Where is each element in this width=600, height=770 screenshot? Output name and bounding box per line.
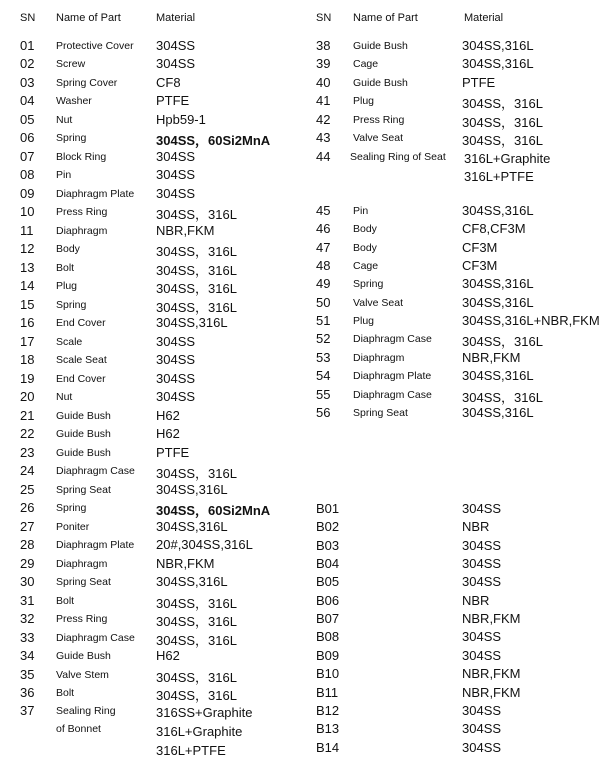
part-name-cell: Pin <box>353 205 369 217</box>
material-cell: NBR,FKM <box>462 685 521 700</box>
part-name-cell: Block Ring <box>56 151 107 163</box>
sn-cell: 22 <box>20 426 35 441</box>
sn-cell: B01 <box>316 501 340 516</box>
part-name-cell: Spring <box>56 502 87 514</box>
sn-cell: 12 <box>20 241 35 256</box>
material-cell: PTFE <box>156 445 190 460</box>
sn-cell: 27 <box>20 519 35 534</box>
material-cell: 304SS <box>156 352 196 367</box>
material-cell: NBR,FKM <box>462 666 521 681</box>
part-name-cell: Spring Cover <box>56 77 118 89</box>
part-name-cell: Guide Bush <box>56 650 111 662</box>
sn-cell: 25 <box>20 482 35 497</box>
part-name-cell: Cage <box>353 58 379 70</box>
sn-cell: 51 <box>316 313 331 328</box>
material-cell: NBR <box>462 593 490 608</box>
sn-cell: 28 <box>20 537 35 552</box>
material-cell: 304SS,316L <box>462 276 534 291</box>
sn-cell: 50 <box>316 295 331 310</box>
sn-cell: B09 <box>316 648 340 663</box>
sn-cell: B03 <box>316 538 340 553</box>
sn-cell: B02 <box>316 519 340 534</box>
sn-cell: 43 <box>316 130 331 145</box>
part-name-cell: Body <box>353 242 377 254</box>
material-cell: 304SS <box>462 740 502 755</box>
material-cell-line2: 316L+Graphite <box>156 724 243 739</box>
material-cell: 304SS <box>156 389 196 404</box>
part-name-cell: Press Ring <box>353 114 405 126</box>
sn-cell: 52 <box>316 331 331 346</box>
material-cell: 304SS，316L <box>462 334 543 349</box>
material-cell: CF8 <box>156 75 181 90</box>
sn-cell: 02 <box>20 56 35 71</box>
material-cell: NBR <box>462 519 490 534</box>
material-cell: 304SS，316L <box>156 670 237 685</box>
part-name-cell: Diaphragm Case <box>56 465 135 477</box>
material-cell: 304SS，316L <box>156 281 237 296</box>
sn-cell: B10 <box>316 666 340 681</box>
material-cell: 304SS，316L <box>156 614 237 629</box>
part-name-cell: Valve Seat <box>353 297 404 309</box>
part-name-cell-line2: of Bonnet <box>56 723 101 735</box>
material-cell: 304SS，60Si2MnA <box>156 503 271 518</box>
sn-cell: 14 <box>20 278 35 293</box>
sn-cell: 30 <box>20 574 35 589</box>
material-cell: 304SS，316L <box>156 263 237 278</box>
material-cell: 304SS,316L <box>156 519 228 534</box>
sn-cell: 05 <box>20 112 35 127</box>
part-name-cell: Guide Bush <box>353 77 408 89</box>
part-name-cell: Guide Bush <box>353 40 408 52</box>
sn-cell: 04 <box>20 93 35 108</box>
part-name-cell: End Cover <box>56 373 106 385</box>
sn-cell: 03 <box>20 75 35 90</box>
part-name-cell: Guide Bush <box>56 410 111 422</box>
material-cell: CF3M <box>462 240 498 255</box>
header-sn-right: SN <box>316 12 332 24</box>
sn-cell: 23 <box>20 445 35 460</box>
material-cell: NBR,FKM <box>156 556 215 571</box>
part-name-cell: Spring <box>353 278 384 290</box>
material-cell: 304SS,316L+NBR,FKM <box>462 313 600 328</box>
material-cell: CF8,CF3M <box>462 221 526 236</box>
material-cell: 316SS+Graphite <box>156 705 253 720</box>
part-name-cell: Diaphragm Case <box>353 389 432 401</box>
sn-cell: 48 <box>316 258 331 273</box>
material-cell: NBR,FKM <box>462 350 521 365</box>
part-name-cell: Nut <box>56 391 73 403</box>
part-name-cell: Poniter <box>56 521 90 533</box>
material-cell: 304SS,316L <box>462 295 534 310</box>
material-cell: 304SS,316L <box>156 315 228 330</box>
material-cell: 304SS，316L <box>156 244 237 259</box>
sn-cell: 53 <box>316 350 331 365</box>
material-cell: NBR,FKM <box>462 611 521 626</box>
part-name-cell: Nut <box>56 114 73 126</box>
part-name-cell: Spring Seat <box>56 484 111 496</box>
material-cell: 304SS，316L <box>462 96 543 111</box>
part-name-cell: Screw <box>56 58 86 70</box>
sn-cell: 47 <box>316 240 331 255</box>
part-name-cell: Diaphragm Plate <box>56 539 135 551</box>
sn-cell: B14 <box>316 740 340 755</box>
sn-cell: 24 <box>20 463 35 478</box>
sn-cell: 26 <box>20 500 35 515</box>
material-cell: 304SS <box>462 703 502 718</box>
material-cell-line2: 316L+PTFE <box>464 169 534 184</box>
left-parts-table <box>20 0 300 770</box>
sn-cell: 20 <box>20 389 35 404</box>
header-name-right: Name of Part <box>353 12 418 24</box>
sn-cell: 54 <box>316 368 331 383</box>
sn-cell: 41 <box>316 93 331 108</box>
part-name-cell: Diaphragm Case <box>353 333 432 345</box>
sn-cell: 45 <box>316 203 331 218</box>
sn-cell: 29 <box>20 556 35 571</box>
part-name-cell: Bolt <box>56 262 75 274</box>
part-name-cell: Diaphragm Plate <box>353 370 432 382</box>
material-cell: 304SS，316L <box>156 207 237 222</box>
material-cell: 304SS,316L <box>462 405 534 420</box>
material-cell: NBR,FKM <box>156 223 215 238</box>
material-cell: 316L+Graphite <box>464 151 551 166</box>
material-cell: 304SS,316L <box>156 574 228 589</box>
material-cell: 304SS <box>156 334 196 349</box>
sn-cell: 49 <box>316 276 331 291</box>
part-name-cell: Washer <box>56 95 92 107</box>
part-name-cell: Guide Bush <box>56 428 111 440</box>
sn-cell: B07 <box>316 611 340 626</box>
material-cell: CF3M <box>462 258 498 273</box>
header-name-left: Name of Part <box>56 12 121 24</box>
header-material-left: Material <box>156 12 196 24</box>
part-name-cell: Body <box>56 243 80 255</box>
sn-cell: 38 <box>316 38 331 53</box>
part-name-cell: Diaphragm Case <box>56 632 135 644</box>
part-name-cell: Diaphragm Plate <box>56 188 135 200</box>
header-sn-left: SN <box>20 12 36 24</box>
sn-cell: B12 <box>316 703 340 718</box>
sn-cell: 13 <box>20 260 35 275</box>
material-cell: 304SS，60Si2MnA <box>156 133 271 148</box>
sn-cell: 18 <box>20 352 35 367</box>
table-row-37 <box>20 703 300 763</box>
material-cell: 304SS,316L <box>462 203 534 218</box>
sn-cell: 31 <box>20 593 35 608</box>
part-name-cell: Sealing Ring of Seat <box>350 151 446 163</box>
material-cell: 304SS <box>156 186 196 201</box>
part-name-cell: Guide Bush <box>56 447 111 459</box>
material-cell: 20#,304SS,316L <box>156 537 253 552</box>
part-name-cell: Spring <box>56 132 87 144</box>
part-name-cell: Bolt <box>56 595 75 607</box>
sn-cell: 16 <box>20 315 35 330</box>
material-cell: 304SS <box>462 648 502 663</box>
header-material-right: Material <box>464 12 504 24</box>
part-name-cell: Plug <box>353 315 375 327</box>
right-parts-table <box>316 0 600 770</box>
part-name-cell: Sealing Ring <box>56 705 116 717</box>
sn-cell: B13 <box>316 721 340 736</box>
sn-cell: 21 <box>20 408 35 423</box>
sn-cell: 39 <box>316 56 331 71</box>
material-cell: H62 <box>156 408 180 423</box>
material-cell: 304SS，316L <box>156 596 237 611</box>
sn-cell: B05 <box>316 574 340 589</box>
sn-cell: 07 <box>20 149 35 164</box>
part-name-cell: Bolt <box>56 687 75 699</box>
part-name-cell: Diaphragm <box>353 352 405 364</box>
material-cell: 304SS <box>462 629 502 644</box>
sn-cell: 34 <box>20 648 35 663</box>
part-name-cell: Protective Cover <box>56 40 134 52</box>
sn-cell: 55 <box>316 387 331 402</box>
material-cell: 304SS,316L <box>156 482 228 497</box>
part-name-cell: Plug <box>353 95 375 107</box>
material-cell: 304SS <box>462 538 502 553</box>
material-cell: 304SS，316L <box>462 390 543 405</box>
sn-cell: 17 <box>20 334 35 349</box>
material-cell: 304SS <box>462 574 502 589</box>
sn-cell: 32 <box>20 611 35 626</box>
material-cell: PTFE <box>156 93 190 108</box>
sn-cell: 42 <box>316 112 331 127</box>
sn-cell: 36 <box>20 685 35 700</box>
part-name-cell: Spring <box>56 299 87 311</box>
material-cell: 304SS,316L <box>462 38 534 53</box>
material-cell: 304SS，316L <box>462 133 543 148</box>
material-cell: 304SS <box>156 167 196 182</box>
material-cell: 304SS,316L <box>462 368 534 383</box>
sn-cell: 56 <box>316 405 331 420</box>
part-name-cell: Cage <box>353 260 379 272</box>
material-cell: 304SS <box>156 149 196 164</box>
material-cell: 304SS，316L <box>462 115 543 130</box>
material-cell: 304SS <box>462 501 502 516</box>
sn-cell: B06 <box>316 593 340 608</box>
part-name-cell: Press Ring <box>56 613 108 625</box>
material-cell: 304SS <box>462 556 502 571</box>
part-name-cell: Press Ring <box>56 206 108 218</box>
part-name-cell: Diaphragm <box>56 225 108 237</box>
material-cell: 304SS，316L <box>156 688 237 703</box>
material-cell: 304SS，316L <box>156 466 237 481</box>
sn-cell: 08 <box>20 167 35 182</box>
sn-cell: 15 <box>20 297 35 312</box>
sn-cell: 46 <box>316 221 331 236</box>
material-cell: H62 <box>156 648 180 663</box>
material-cell-line3: 316L+PTFE <box>156 743 226 758</box>
part-name-cell: Plug <box>56 280 78 292</box>
sn-cell: 44 <box>316 149 331 164</box>
part-name-cell: Spring Seat <box>56 576 111 588</box>
sn-cell: 06 <box>20 130 35 145</box>
part-name-cell: Body <box>353 223 377 235</box>
material-cell: 304SS，316L <box>156 633 237 648</box>
material-cell: 304SS,316L <box>462 56 534 71</box>
part-name-cell: Scale <box>56 336 83 348</box>
part-name-cell: Pin <box>56 169 72 181</box>
sn-cell: 09 <box>20 186 35 201</box>
sn-cell: B04 <box>316 556 340 571</box>
sn-cell: B08 <box>316 629 340 644</box>
material-cell: PTFE <box>462 75 496 90</box>
sn-cell: 01 <box>20 38 35 53</box>
material-cell: 304SS <box>156 38 196 53</box>
sn-cell: 11 <box>20 223 34 238</box>
part-name-cell: End Cover <box>56 317 106 329</box>
part-name-cell: Spring Seat <box>353 407 408 419</box>
sn-cell: 35 <box>20 667 35 682</box>
material-cell: 304SS <box>156 56 196 71</box>
material-cell: 304SS <box>462 721 502 736</box>
sn-cell: 10 <box>20 204 35 219</box>
sn-cell: 33 <box>20 630 35 645</box>
sn-cell: B11 <box>316 685 339 700</box>
part-name-cell: Scale Seat <box>56 354 107 366</box>
table-row-44 <box>316 149 600 189</box>
material-cell: H62 <box>156 426 180 441</box>
part-name-cell: Valve Seat <box>353 132 404 144</box>
material-cell: 304SS，316L <box>156 300 237 315</box>
sn-cell: 19 <box>20 371 35 386</box>
material-cell: Hpb59-1 <box>156 112 206 127</box>
sn-cell: 40 <box>316 75 331 90</box>
part-name-cell: Diaphragm <box>56 558 108 570</box>
sn-cell: 37 <box>20 703 35 718</box>
part-name-cell: Valve Stem <box>56 669 109 681</box>
material-cell: 304SS <box>156 371 196 386</box>
